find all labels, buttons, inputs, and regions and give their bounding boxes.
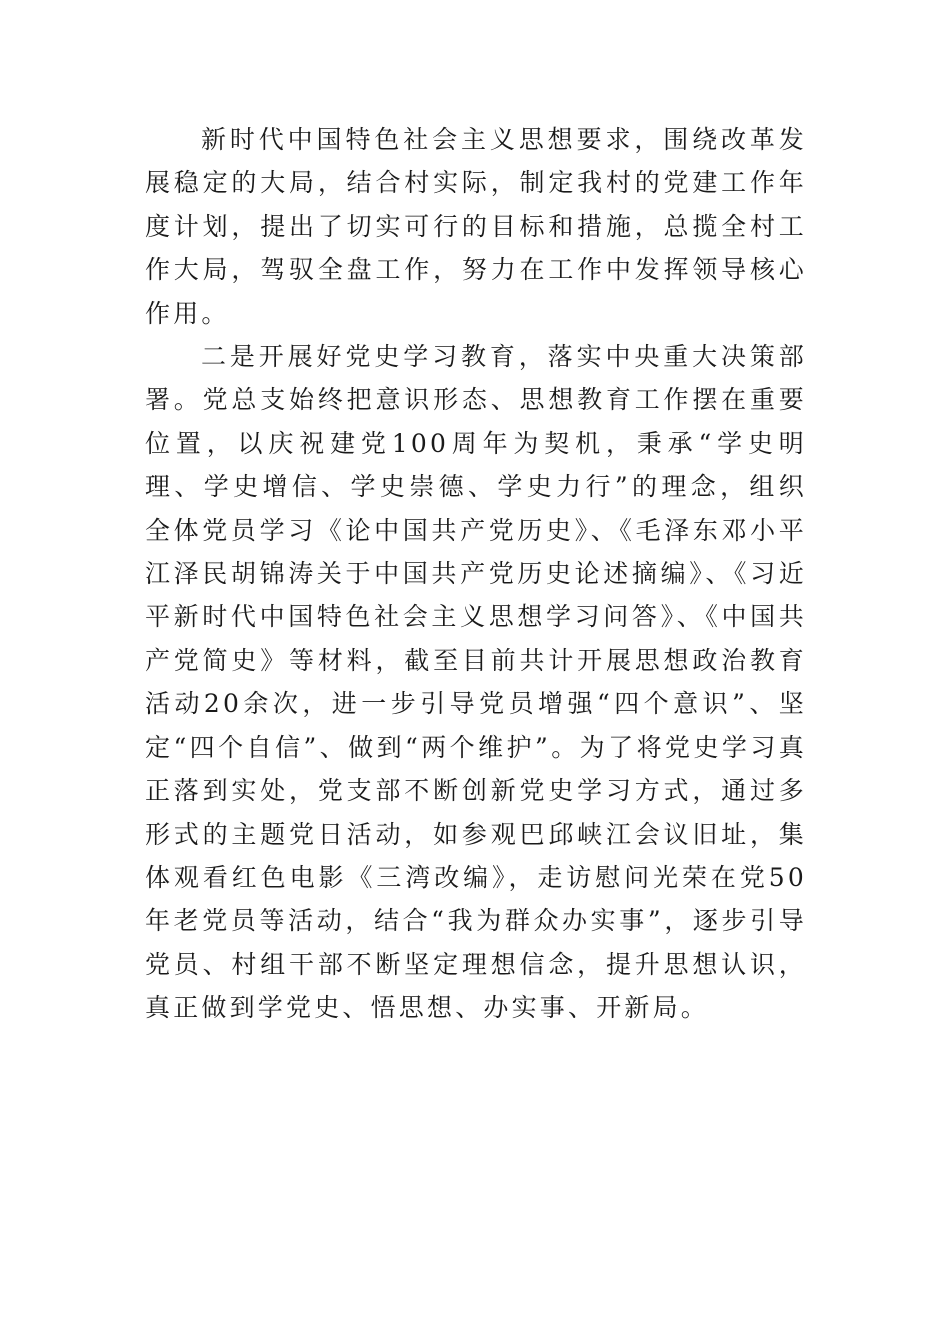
paragraph-2: 二是开展好党史学习教育，落实中央重大决策部署。党总支始终把意识形态、思想教育工作摆在重要位置，以庆祝建党100周年为契机，秉承“学史明理、学史增信、学史崇德、学史力行”的理念，组织全体党员学习《论中国共产党历史》、《毛泽东邓小平江泽民胡锦涛关于中国共产党历史论述摘编》、《习近平新时代中国特色社会主义思想学习问答》、《中国共产党简史》等材料，截至目前共计开展思想政治教育活动20余次，进一步引导党员增强“四个意识”、坚定“四个自信”、做到“两个维护”。为了将党史学习真正落到实处，党支部不断创新党史学习方式，通过多形式的主题党日活动，如参观巴邱峡江会议旧址，集体观看红色电影《三湾改编》，走访慰问光荣在党50年老党员等活动，结合“我为群众办实事”，逐步引导党员、村组干部不断坚定理想信念，提升思想认识，真正做到学党史、悟思想、办实事、开新局。 [145, 342, 807, 1023]
paragraph-1: 新时代中国特色社会主义思想要求，围绕改革发展稳定的大局，结合村实际，制定我村的党建工作年度计划，提出了切实可行的目标和措施，总揽全村工作大局，驾驭全盘工作，努力在工作中发挥领导核心作用。 [145, 125, 807, 328]
document-body [145, 118, 807, 1030]
